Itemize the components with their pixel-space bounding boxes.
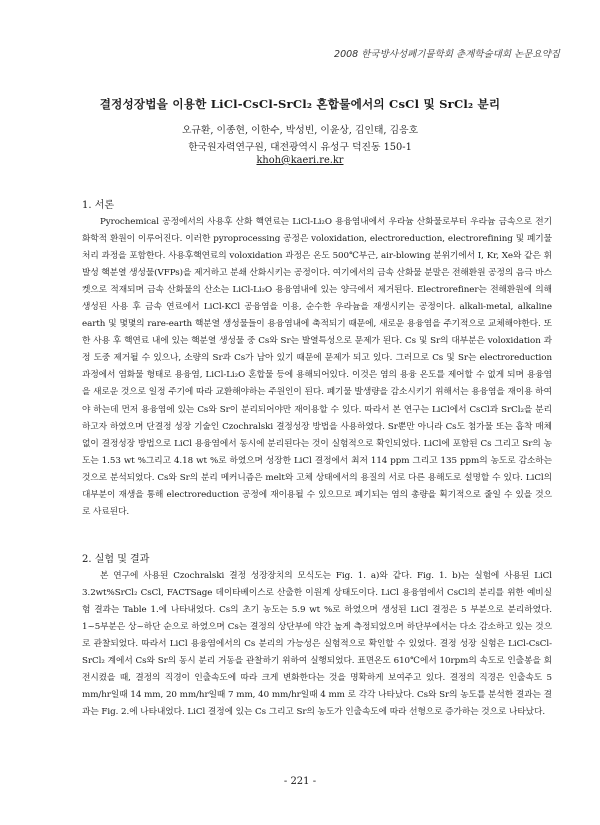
section-experiment-results	[82, 550, 552, 721]
author-email: khoh@kaeri.re.kr	[256, 155, 344, 166]
section-introduction	[82, 196, 552, 521]
section-body: 본 연구에 사용된 Czochralski 결정 성장장치의 모식도는 Fig. 1. a)와 같다. Fig. 1. b)는 실험에 사용된 LiCl 3.2wt%SrCl₂ CsCl, FACTSage 데이타베이스로 산출한 이원계 상태도이다. LiCl 용융염에서 CsCl의 분리를 위한 예비실험 결과는 Table 1.에 나타내었다. Cs의 초기 농도는 5.9 wt %로 하였으며 생성된 LiCl 결정은 5 부분으로 분리하였다. 1~5부분은 상~하단 순으로 하였으며 Cs는 결정의 상단부에 약간 높게 측정되었으며 하단부에서는 다소 감소하고 있는 것으로 관찰되었다. 따라서 LiCl 용융염에서의 Cs 분리의 가능성은 실험적으로 확인할 수 있었다. 결정 성장 실험은 LiCl-CsCl-SrCl₂ 계에서 Cs와 Sr의 동시 분리 거동을 관찰하기 위하여 실행되었다. 표면온도 610℃에서 10rpm의 속도로 인출봉을 회전시켰을 때, 결정의 직경이 인출속도에 따라 크게 변화한다는 것을 명확하게 보여주고 있다. 결정의 직경은 인출속도 5 mm/hr일때 14 mm, 20 mm/hr일때 7 mm, 40 mm/hr일때 4 mm 로 각각 나타났다. Cs와 Sr의 농도를 분석한 결과는 결과는 Fig. 2.에 나타내었다. LiCl 결정에 있는 Cs 그리고 Sr의 농도가 인출속도에 따라 선형으로 증가하는 것으로 나타났다.	[82, 571, 552, 718]
section-heading: 2. 실험 및 결과	[82, 554, 150, 565]
conference-header: 2008 한국방사성폐기물학회 춘계학술대회 논문요약집	[334, 49, 560, 60]
section-heading: 1. 서론	[82, 200, 115, 211]
paper-title: 결정성장법을 이용한 LiCl-CsCl-SrCl₂ 혼합물에서의 CsCl 및 SrCl₂ 분리	[99, 97, 501, 111]
affiliation: 한국원자력연구원, 대전광역시 유성구 덕진동 150-1	[188, 142, 412, 153]
page-number: - 221 -	[283, 776, 317, 787]
author-list: 오규환, 이종현, 이한수, 박성빈, 이윤상, 김인태, 김응호	[181, 125, 419, 136]
section-body: Pyrochemical 공정에서의 사용후 산화 핵연료는 LiCl-Li₂O 용융염내에서 우라늄 산화물로부터 우라늄 금속으로 전기화학적 환원이 이루어진다. 이러한 pyroprocessing 공정은 voloxidation, electroreduction, electrorefining 및 폐기물 처리 과정을 포함한다. 사용후핵연료의 voloxidation 과정은 온도 500℃부근, air-blowing 분위기에서 I, Kr, Xe와 같은 휘발성 핵분열 생성물(VFPs)을 제거하고 분쇄 산화시키는 공정이다. 여기에서의 금속 산화물 분말은 전해환원 공정의 음극 바스켓으로 적재되며 금속 산화물의 산소는 LiCl-Li₂O 용융염내에 있는 양극에서 제거된다. Electrorefiner는 전해환원에 의해 생성된 사용 후 금속 연료에서 LiCl-KCl 공융염을 이용, 순수한 우라늄을 재생시키는 공정이다. alkali-metal, alkaline earth 및 몇몇의 rare-earth 핵분열 생성물들이 용융염내에 축적되기 때문에, 새로운 용융염을 주기적으로 교체해야한다. 또한 사용 후 핵연료 내에 있는 핵분열 생성물 중 Cs와 Sr는 발열특성으로 문제가 된다. Cs 및 Sr의 대부분은 voloxidation 과정 도중 제거될 수 있으나, 소량의 Sr과 Cs가 남아 있기 때문에 문제가 되고 있다. 그러므로 Cs 및 Sr는 electroreduction 과정에서 염화물 형태로 용융염, LiCl-Li₂O 혼합물 등에 용해되어있다. 이것은 염의 용융 온도를 제어할 수 없게 되며 용융염을 새로운 것으로 일정 주기에 따라 교환해야하는 주원인이 된다. 폐기물 발생량을 감소시키기 위해서는 용융염을 재이용 하여야 하는데 먼저 용융염에 있는 Cs와 Sr이 분리되어야만 재이용할 수 있다. 따라서 본 연구는 LiCl에서 CsCl과 SrCl₂을 분리하고자 하였으며 단결정 성장 기술인 Czochralski 결정성장 방법을 사용하였다. Sr뿐만 아니라 Cs도 첨가물 또는 흡착 매체 없이 결정성장 방법으로 LiCl 용융염에서 동시에 분리된다는 것이 실험적으로 확인되었다. LiCl에 포함된 Cs 그리고 Sr의 농도는 1.53 wt %그리고 4.18 wt %로 하였으며 성장한 LiCl 결정에서 최저 114 ppm 그리고 135 ppm의 농도로 감소하는 것으로 분석되었다. Cs와 Sr의 분리 메커니즘은 melt와 고체 상태에서의 용질의 서로 다른 용해도로 설명할 수 있다. LiCl의 대부분이 재생을 통해 electroreduction 공정에 재이용될 수 있으므로 폐기되는 염의 총량을 획기적으로 줄일 수 있을 것으로 사료된다.	[82, 217, 552, 517]
